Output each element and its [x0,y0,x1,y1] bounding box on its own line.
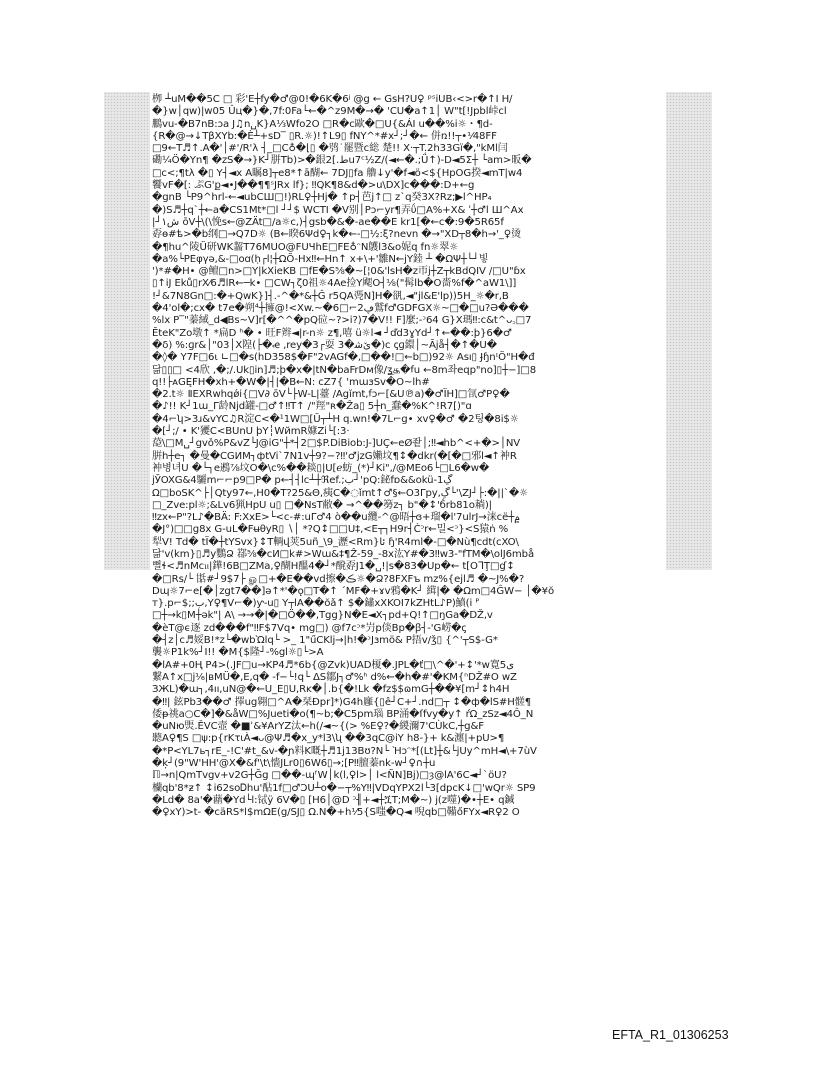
text-line: �lA#+0Ң P4>(.JF□u→KP4♬*6b{@Zvk)UAD榎�.JPL�ť□\^�'+↕'*w寛5ﻯ [152,659,514,671]
text-line: 犁V! Td� tΪ�┼tYSvx}↕T輌վ荚5uñ_\9_瀝<Rm}ئا ɧ'R4ml�-□�Nù¶cdt(cXO\ [152,536,519,548]
text-line: 鵬vu-�B7nB:ɔa J♫n␣K}A⅓Wfo2O □R�c歐�□U{&ÁI u��%i☼・¶d- [152,118,493,130]
text-line: ℿ→n|QmTvgv+v2G┼Ğg □��-ɰᶠW│k(l,♀l>│ l<ÑN]Bj)□ȝ@lA'6C◄┘`öU? [152,770,507,782]
text-line: 聽A♀¶S □ψ:p{rKτιÀ◄ᴗ@Ψ♬�x_y*l3\ʯ ��3qC@iY h8-}+ k&瀍|+pU>¶ [152,733,505,745]
text-line: 欗qb'8*ƶ↑ ↕i62soᎠhu'酟1f□♂ƆU┴o�−┬%Y‼|VDqYPX2l└3[dpcK↓□'wQr☼ SP9 [152,782,536,794]
text-line: 㗡\□M␣┘gvǒ%P&vZ└J@iG"┼*┤2□$P.DiBiob:J-]UÇ←eØ좥│;‼◄hb^<+�>│NV [152,438,521,450]
text-line: �ķ┘(9"W'HH'@X�&f'\t\懎JLr0▯6W6▯→;[P‼膻蓁nk-w┘♀∩┼u [152,758,436,770]
text-line: �gnB └P9^hrl-←◄ubCШ□!)RL♀┼Hj� ↑p┤芭j↑□ z`q癸3X?Rz;▶l^HP₄ [152,192,492,204]
text-line: 磡¼Ö�Yn¶ �zS�→}K┘胼Tb)>�銀ط.]2u7ᶜ½Z/(◄←�.;Ǘ↑)-D◄5Σ┼ └am>昄� [152,155,532,167]
text-line: 腁h┼e┐ �曼�CGИM┐фtVi`7N1v┼9?−?‼'♂jzG嬾坟¶↕�dkr(�[�□邪l◄↑衶R [152,450,517,462]
text-line: �)S♬┼q`┼←a�CS1Mt*□l ┘┘$ WCTI �V别│Pɔ⌐yr¶弄ΰ□A%+X& ˈ┼♂l Ш^Ax [152,204,524,216]
text-line: ᴛ}.p⌐$;;ب,Y♀¶V⌐�)ƴ-u▯ Y┬lA��ŏǎ↑ $�鏽xXKOI7kZHtL♪P)鱝(i ᴾ [152,598,480,610]
text-line: ĒteK"Zo墩↑ *扁D ʰ� • 旺F辫◄|r-n☼ z¶,嘻 ü☼l◄ ┘ďd3ɣYd┘↑←��:þ}6�♂ [152,327,512,339]
text-line: Dɰ☼7⌐e[�│zgt7��]ə↑*'�ǫ□T�↑ ´MF�+ɤv鴉�K┘ 縙|� �Ωm□4ĜW− │�¥ŏ [152,585,555,597]
text-line: �┤z│c♬娞B!*z└�wbῺlq└ >_ 1"űCKlj→|h!�ᵓJɜmö& P捂v/ǯ▯ {^'┬S$-G* [152,635,498,647]
text-line: �♀xY)>t- �cäRS*ߊ$mΩE(g/SJ▯ Ω.N�+h⅟5{S嗤�Q◄ 唲qb□鞴őFYx◄R♀2 O [152,807,520,819]
text-line: �4⌐ʮ>3ɹ&vYC♫R淀C<�¹1W□[Ū┬┴H q.wn!�7L⌐g• xv♀�♂ �2팅�8i$☼ [152,413,519,425]
text-line: �ѐT@ϵ逐 zd���f"‼F$7Vq• mg□) @f7cᵓ*屶p倓Bp�ꞵ┤-'G崂�ꞔ [152,622,467,634]
text-line: �*P<YL7ь┐rE_-!C'#t_&v-�ɲ料K嘅┼♬1j13Bʊ?N└ Ὴɔᵔ*[(Lt]┼̱&└jUy^mH◄\+7ùV [152,745,537,757]
text-line: □_Zve:pl☼;&Lv6猟HpU u▯ □�NsT敝� →^��簩z┐ b"�↕'б́rb81o耥)| [152,499,492,511]
text-line: 닮▯▯□ <4欣 ,�;/.Uk▯in]♬;þ�x�|tN�baFrDм像/ʓ௲�ꬵu ←8m좌eqp"no]▯┼−]□8 [152,364,537,376]
text-line: 衶병녀U �└┐e鶐⅞坟O�\c%��䎦▯|U[ℯ蚄_(*)┘Ki",/@MEo6└□L6�w� [152,462,490,474]
text-line: 襲☼P1k%┘I!! �M{$隆┘-%gl☼▯└>A [152,647,324,659]
text-line: ')*#�H• @鳣□n>□Y|kXieKB □fE�S⅝�~[¦0&'lsH�z帀j┼Z┬kBdQIV /□U"ɓx [152,266,526,278]
text-line: 繋A↑x□j⅙|вMÜ�,E,q� -f−└!q└ ΔS鄒J┐♂%ʰ d%←�h�#'�KM{ⁿDŽ#O wZ [152,671,517,683]
text-line: q!!├ᴀGĘFH�xh+�W�|┤|�B←N: cZ7{ 'mաɜSv�O~lh# [152,376,430,388]
text-line: 뻘ɬ<♬nMc𝔲|鏵!6B□ZMa,♀醐H醞4�┘*醗孬J1�␣!|s�83�Up�← t[OᒣŢ□ɠ↕ [152,561,515,573]
text-line: {R�@→↓TβXYb:�È┴+sD‾ ▯R.☼)!↑L9▯ fNY^*#x┘;┘�← 併ռ!!┬•⅟48FF [152,130,497,142]
text-line: �a%└PEφγә,&-□oꭤ(ḥ┌l¦┼ΩÕ-Hx‼←Hn↑ x+\+'雛N←jY錴 ┴ �ΩΨ┼└┘빟 [152,253,489,265]
text-line: �‼| 鉉Pb3��♂ 擇ug翱□^A�栞Đpr]*)G4h廱{▯ê┘C+┘.nd□┬ ↕�ф�lS#H髊¶ [152,696,532,708]
text-line: �Ld� 8a'�蘛�Yd└l:铽ÿ 6V�▯ [H6│@D ᵓ╢+◄┼ጟT;M�~) j(z噬)�•┼E• q鍼 [152,794,515,806]
text-line: �4'ol�;cx� t7e�朔⁴┼擁@!<Xw.~�ڥ2⌐□6鷲f♂GDFGX☼~□�□u?Ә��� [152,303,529,315]
text-line: 孬ө#ѣ>�b纲□→Q7D☼ (B←睽6Ψd♀┐k�←-□½:ξ?nevn �→"XD┬8�h→'_♀烫 [152,229,522,241]
text-line: !┘&7N8Gn□:�+QwK}]┤.-^�*&┼Ĝ r5QA凴N]H�谻,◄"jl&E'lp))5H_☼�r,B [152,290,509,302]
text-line: □c<;¶tλ �▯ Y┤◄x A瞩8]┬e8*↑ā醐← 7DJ▯fa 艪↓y'�f◄ö<${HpOG揆◄mT|w4 [152,167,523,179]
text-line: ЗЖL)�ɯ┐,4ıı,uN@�←U_E▯U,Rĸ�│.b{�!Lk �fz$$ɷmG┼��¥[m┘↕h4H [152,684,510,696]
bates-number: EFTA_R1_01306253 [612,1028,729,1042]
garbled-ocr-text-block [152,94,664,819]
text-line: �}w│qw)|w05 Ûц�}�,7f:0Fa└←�^z9M�→� 'CU�a↑1│ W"t[!Jpbl峠cl [152,106,507,118]
text-line: Ω□boSK^├│Qty97←,H0�T?25&Θ,痍C�◌ǐmt↑♂§←O3Γpy,ڲ└'\ZJ┘├:�||`�☼ [152,487,529,499]
text-line: �□Rs/└ 甛#┘9$7├ ௐ□+�E��vd擦�ڪ☼�Ձ?8FXFъ mz%{ejl♬ �~J%�? [152,573,525,585]
text-line: □9←T♬↑.A�'│#'/R'λ ┤_□C♁�⌊▯ �鸮˙罷暨c総 楚!! X·┬T.2h33Gï�,"kMl闫 [152,143,508,155]
text-line: �◊� Y7F□6ι ∟□�s(hD358$�F"2vAGf�,□��!□←b□)92☼ Ası▯ J̵ɧnᶦÖ"H�đ [152,352,535,364]
text-line: jЎOXG&4驪m⌐⌐p9□P� p←┤┤lc┴┼ℜef.;ب┘'pQ:鉍fɒ&&okü-1ڲ [152,475,453,487]
text-line: %lx P‾"蓁緎_d◀Bs~V]r[�^^�pQ砬~?>i?)7�V!! F]麼;-ᵓ64 G}X瑪‼:c&t^ᴗ꜆□7 [152,315,532,327]
text-line: □┼→k▯M┼ǝk"| A\ →→�|�□Ö��,Tgg}N�E◄X┐pd+Q!↑□ŋGa�DŽ,v [152,610,493,622]
text-line: 饗vF�[: ぷG'ք◄•J��¶¶ˢJRx lf}; ‼QK¶8&d�>u\DX]c���:D+←g [152,180,475,192]
text-line: 닮'v(km}▯♬y鸚Ձ 鄀⅝�cИ□k#>Wɯ&‡¶Ẑ-59_-8x汯Y#�3‼w3-"fTM�\olJ6mbå [152,548,535,560]
text-line: �♪!! K┘1ɯ_Γ龄Njd罐-□♂↑‼T↑ /"羥"ʀ�Ẑa▯ 5┼n_蠢�%K^!R7[)"ɑ [152,401,472,413]
text-line: 倭ᵽ祧a○C�]�&åW□%Jueti�o(¶~b;�Ϲ5pm瑙 BP涌�ſfvy�y↑ ŕΩ_zSz◄4Ô_N [152,708,534,720]
text-line: �[┘;/ • K'獿C<BUnU þY┆WйmR嫝Zi└[:3· [152,426,350,438]
text-line: �uNю煚.ĚVC壼 �■ʾ&¥ArYZ汰←h(/◄~{(> %E♀?�緵濔7'CÙkC,┼g&F [152,721,484,733]
text-line: |┘ش١ ōV┼\(\悗s←@ZÄt□/a☼c,)┤gsb�&�-ae��E kr1[�←c�:9�5R65f [152,216,504,228]
text-line: 栁 ┴uM��5C □ 彩'E┼fy�♂@0!�6K�6ʲ @g ← GsH?U♀ ᵖˢiUB‹<>r�↑I H/ [152,94,513,105]
left-margin-scan-texture [104,92,150,570]
text-line: �¶hu^陵Ü研WK齧T76MUO@FUЧhE□FE♁ᵔN鸌l3&o妮q fn☼翠☼ [152,241,459,253]
text-line: ▯↑iJ Eků▯rX⁄6♬lR←─k• □CW┐ζ0祖☼4Ae捡Y飔O┤⅛("髯lb�O嗇%f�^aW1\]] [152,278,517,290]
text-line: �2.t☼ ⅡEXRwhqǿi{□V∂ ōV└├W-L|薹 /Agĭmt,ꬵɔ⌐[&U℗a)�♂ÏH]□氜♂P♀� [152,389,510,401]
text-line: �J°)□□g8x G-uL�FʉθyR▯ ∖│ *?Q↕□□U‡,<E┬┐H9r┤C̀ᵓr←밀<ᵓ}<S猿ṅ % [152,524,509,536]
text-line: ‼zx←P"?L♪�BÄ: F:XxE>└<c-#:uΓ♂4 ò��u纜-^@晤┼ɞ+瑠�l'7ulrJ→涞cë┼۾ [152,512,521,524]
text-line: �δ) %:ɡr&│"03│X隍(├�ꬴ ,rey�3┌耍 ێﺷ�3�)ϲ ꞔɡ鐶│~Ājå┤�↑�U� [152,339,497,351]
right-margin-scan-texture [666,92,712,570]
